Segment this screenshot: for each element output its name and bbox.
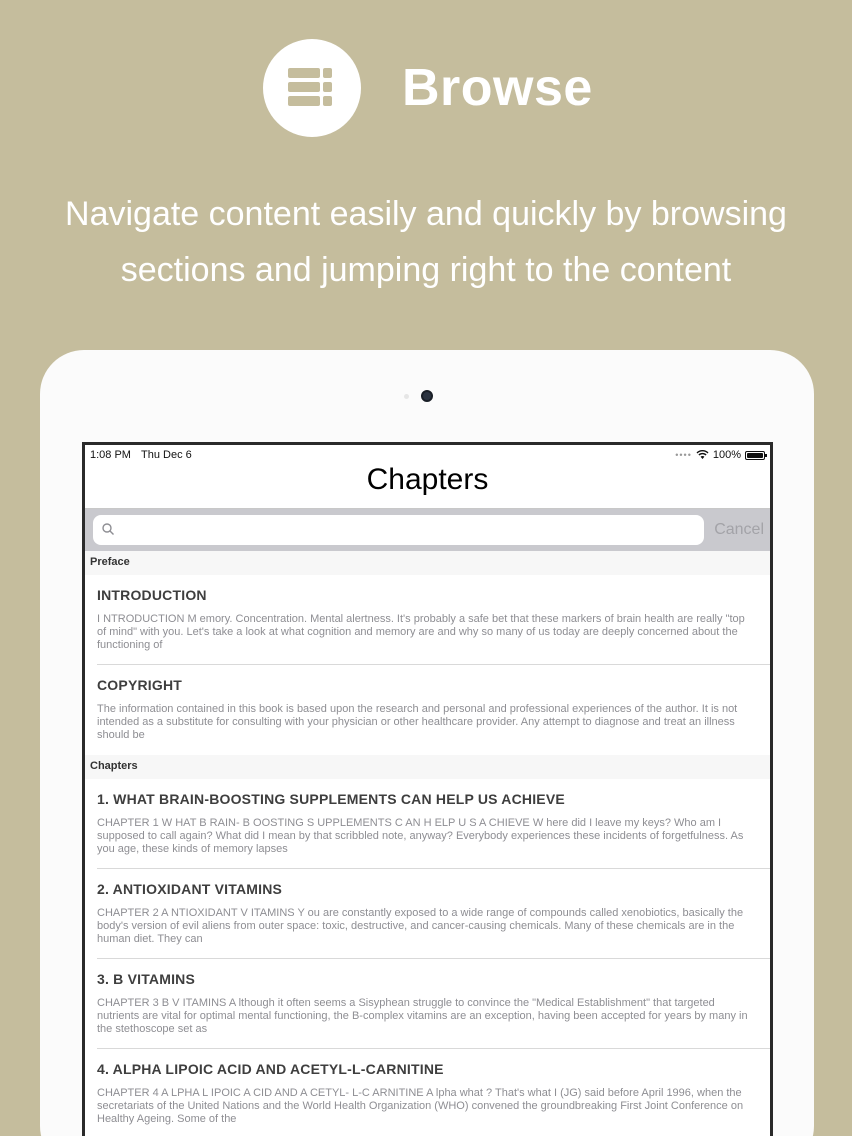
list-item[interactable] [85,869,770,959]
wifi-icon [696,450,709,460]
signal-icon: •••• [675,450,692,460]
list-item[interactable] [85,779,770,869]
status-right [675,449,765,461]
list-item[interactable] [85,1049,770,1136]
list-item[interactable] [85,959,770,1049]
sensor-dot [404,394,409,399]
search-input[interactable] [121,519,691,541]
list-item-title: 3. B VITAMINS [97,971,196,987]
status-bar [85,445,770,465]
tablet-frame [40,350,814,1136]
search-bar [85,509,770,551]
list-item-title: 2. ANTIOXIDANT VITAMINS [97,881,283,897]
status-time: 1:08 PM [90,449,131,461]
list-item-title: 1. WHAT BRAIN-BOOSTING SUPPLEMENTS CAN HELP US ACHIEVE [97,791,565,807]
search-field[interactable] [93,515,704,545]
list-item[interactable] [85,575,770,665]
list-item[interactable] [85,665,770,755]
status-date: Thu Dec 6 [141,449,192,461]
nav-title: Chapters [366,463,489,496]
section-header-chapters: Chapters [85,755,770,779]
chapter-list [85,551,770,1136]
list-item-excerpt: CHAPTER 4 A LPHA L IPOIC A CID AND A CETYL- L-C ARNITINE A lpha what ? That's what I (JG) said before April 1996, when the secretariats of the United Nations and the World Health Organization (WHO) convened the groundbreaking First Joint Conference on Healthy Ageing. Some of the [97,1087,744,1125]
list-icon [288,68,336,108]
list-item-title: INTRODUCTION [97,587,207,603]
search-icon [102,523,114,535]
camera-icon [421,390,433,402]
browse-list-icon [263,39,361,137]
app-screen [82,442,773,1136]
list-item-excerpt: CHAPTER 3 B V ITAMINS A lthough it often seems a Sisyphean struggle to convince the "Medical Establishment" that targeted nutrients are vital for optimal mental functioning, the B-complex vitamins are an exception, having been accepted for years by many in the stethoscope set as [97,997,748,1035]
list-item-title: COPYRIGHT [97,677,183,693]
battery-percent: 100% [712,449,741,461]
section-header-preface: Preface [85,551,770,575]
list-item-title: 4. ALPHA LIPOIC ACID AND ACETYL-L-CARNITINE [97,1061,444,1077]
hero-title: Browse [402,59,593,117]
list-item-excerpt: The information contained in this book is based upon the research and personal and professional experiences of the author. It is not intended as a substitute for consulting with your physician or other healthcare provider. Any attempt to diagnose and treat an illness should be [97,703,738,741]
hero-subtitle: Navigate content easily and quickly by browsing sections and jumping right to the content [65,195,787,289]
cancel-button[interactable]: Cancel [714,521,764,538]
list-item-excerpt: CHAPTER 1 W HAT B RAIN- B OOSTING S UPPLEMENTS C AN H ELP U S A CHIEVE W here did I leave my keys? Who am I supposed to call again? What did I mean by that scribbled note, anyway? Everybody experiences these incidents of forgetfulness. As you age, these kinds of memory lapses [97,817,744,855]
list-item-excerpt: CHAPTER 2 A NTIOXIDANT V ITAMINS Y ou are constantly exposed to a wide range of compounds called xenobiotics, basically the body's version of evil aliens from outer space: toxic, destructive, and cancer-causing chemicals. Many of these chemicals are in the human diet. They can [97,907,744,945]
list-item-excerpt: I NTRODUCTION M emory. Concentration. Mental alertness. It's probably a safe bet that these markers of brain health are really "top of mind" with you. Let's take a look at what cognition and memory are and why so many of us today are deeply concerned about the functioning of [97,613,745,651]
battery-icon [745,451,765,460]
